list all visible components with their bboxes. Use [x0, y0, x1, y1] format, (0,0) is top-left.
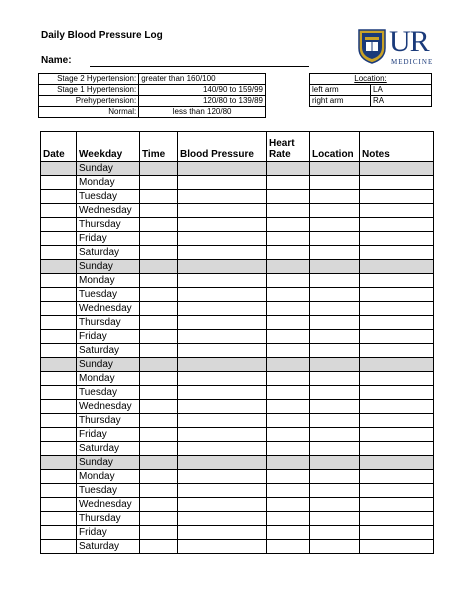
- blood-pressure-cell[interactable]: [178, 358, 267, 372]
- heart-rate-cell[interactable]: [267, 470, 310, 484]
- stage-value: less than 120/80: [139, 107, 266, 118]
- time-cell[interactable]: [140, 162, 178, 176]
- notes-cell[interactable]: [360, 456, 434, 470]
- heart-rate-cell[interactable]: [267, 428, 310, 442]
- notes-cell[interactable]: [360, 316, 434, 330]
- location-cell[interactable]: [310, 176, 360, 190]
- date-cell[interactable]: [41, 162, 77, 176]
- location-cell[interactable]: [310, 470, 360, 484]
- weekday-cell: Monday: [77, 470, 140, 484]
- table-row: [41, 442, 434, 456]
- location-cell[interactable]: [310, 498, 360, 512]
- blood-pressure-cell[interactable]: [178, 400, 267, 414]
- blood-pressure-cell[interactable]: [178, 414, 267, 428]
- weekday-cell: Sunday: [77, 162, 140, 176]
- time-cell[interactable]: [140, 330, 178, 344]
- notes-cell[interactable]: [360, 414, 434, 428]
- time-cell[interactable]: [140, 498, 178, 512]
- blood-pressure-cell[interactable]: [178, 274, 267, 288]
- time-cell[interactable]: [140, 232, 178, 246]
- location-cell[interactable]: [310, 484, 360, 498]
- time-cell[interactable]: [140, 176, 178, 190]
- location-code: RA: [371, 96, 432, 107]
- notes-cell[interactable]: [360, 470, 434, 484]
- column-header-location: Location: [310, 132, 360, 162]
- blood-pressure-cell[interactable]: [178, 470, 267, 484]
- date-cell[interactable]: [41, 274, 77, 288]
- table-row: [41, 288, 434, 302]
- logo-ur-text: UR: [389, 25, 429, 58]
- blood-pressure-cell[interactable]: [178, 456, 267, 470]
- notes-cell[interactable]: [360, 302, 434, 316]
- time-cell[interactable]: [140, 540, 178, 554]
- time-cell[interactable]: [140, 260, 178, 274]
- location-cell[interactable]: [310, 204, 360, 218]
- table-row: [41, 372, 434, 386]
- time-cell[interactable]: [140, 358, 178, 372]
- location-header: Location:: [310, 74, 432, 85]
- notes-cell[interactable]: [360, 190, 434, 204]
- blood-pressure-cell[interactable]: [178, 386, 267, 400]
- notes-cell[interactable]: [360, 288, 434, 302]
- time-cell[interactable]: [140, 190, 178, 204]
- heart-rate-cell[interactable]: [267, 204, 310, 218]
- location-cell[interactable]: [310, 526, 360, 540]
- blood-pressure-cell[interactable]: [178, 218, 267, 232]
- blood-pressure-cell[interactable]: [178, 260, 267, 274]
- date-cell[interactable]: [41, 204, 77, 218]
- table-row: [41, 260, 434, 274]
- time-cell[interactable]: [140, 400, 178, 414]
- time-cell[interactable]: [140, 288, 178, 302]
- blood-pressure-cell[interactable]: [178, 204, 267, 218]
- time-cell[interactable]: [140, 442, 178, 456]
- time-cell[interactable]: [140, 484, 178, 498]
- table-row: [41, 414, 434, 428]
- time-cell[interactable]: [140, 414, 178, 428]
- heart-rate-cell[interactable]: [267, 442, 310, 456]
- notes-cell[interactable]: [360, 498, 434, 512]
- notes-cell[interactable]: [360, 260, 434, 274]
- time-cell[interactable]: [140, 274, 178, 288]
- location-cell[interactable]: [310, 358, 360, 372]
- weekday-cell: Wednesday: [77, 498, 140, 512]
- location-cell[interactable]: [310, 540, 360, 554]
- blood-pressure-log-table: [40, 131, 434, 554]
- weekday-cell: Monday: [77, 274, 140, 288]
- location-cell[interactable]: [310, 428, 360, 442]
- column-header-weekday: Weekday: [77, 132, 140, 162]
- weekday-cell: Friday: [77, 232, 140, 246]
- location-cell[interactable]: [310, 190, 360, 204]
- location-cell[interactable]: [310, 232, 360, 246]
- column-header-blood-pressure: Blood Pressure: [178, 132, 267, 162]
- weekday-cell: Friday: [77, 428, 140, 442]
- heart-rate-cell[interactable]: [267, 372, 310, 386]
- blood-pressure-cell[interactable]: [178, 162, 267, 176]
- heart-rate-cell[interactable]: [267, 484, 310, 498]
- blood-pressure-cell[interactable]: [178, 540, 267, 554]
- heart-rate-cell[interactable]: [267, 190, 310, 204]
- log-body: [41, 162, 434, 554]
- weekday-cell: Thursday: [77, 512, 140, 526]
- location-cell[interactable]: [310, 414, 360, 428]
- heart-rate-cell[interactable]: [267, 162, 310, 176]
- notes-cell[interactable]: [360, 162, 434, 176]
- date-cell[interactable]: [41, 456, 77, 470]
- heart-rate-cell[interactable]: [267, 498, 310, 512]
- notes-cell[interactable]: [360, 526, 434, 540]
- weekday-cell: Thursday: [77, 414, 140, 428]
- heart-rate-cell[interactable]: [267, 456, 310, 470]
- date-cell[interactable]: [41, 288, 77, 302]
- location-cell[interactable]: [310, 162, 360, 176]
- heart-rate-cell[interactable]: [267, 400, 310, 414]
- location-code: LA: [371, 85, 432, 96]
- blood-pressure-cell[interactable]: [178, 288, 267, 302]
- blood-pressure-cell[interactable]: [178, 246, 267, 260]
- heart-rate-cell[interactable]: [267, 288, 310, 302]
- weekday-cell: Saturday: [77, 442, 140, 456]
- blood-pressure-cell[interactable]: [178, 512, 267, 526]
- heart-rate-cell[interactable]: [267, 246, 310, 260]
- date-cell[interactable]: [41, 400, 77, 414]
- weekday-cell: Saturday: [77, 344, 140, 358]
- blood-pressure-cell[interactable]: [178, 484, 267, 498]
- blood-pressure-cell[interactable]: [178, 526, 267, 540]
- weekday-cell: Tuesday: [77, 190, 140, 204]
- heart-rate-cell[interactable]: [267, 512, 310, 526]
- column-header-date: Date: [41, 132, 77, 162]
- time-cell[interactable]: [140, 470, 178, 484]
- blood-pressure-cell[interactable]: [178, 428, 267, 442]
- table-row: [41, 274, 434, 288]
- table-row: [41, 540, 434, 554]
- stage-value: greater than 160/100: [139, 74, 266, 85]
- stage-value: 140/90 to 159/99: [139, 85, 266, 96]
- weekday-cell: Wednesday: [77, 302, 140, 316]
- weekday-cell: Sunday: [77, 260, 140, 274]
- date-cell[interactable]: [41, 498, 77, 512]
- weekday-cell: Monday: [77, 372, 140, 386]
- table-row: [41, 470, 434, 484]
- location-cell[interactable]: [310, 512, 360, 526]
- stage-row: [39, 85, 266, 96]
- location-name: right arm: [310, 96, 371, 107]
- stage-label: Stage 2 Hypertension:: [39, 74, 139, 85]
- date-cell[interactable]: [41, 344, 77, 358]
- date-cell[interactable]: [41, 246, 77, 260]
- log-header-row: [41, 132, 434, 162]
- ur-medicine-logo: [357, 25, 437, 68]
- name-field[interactable]: [90, 66, 309, 67]
- weekday-cell: Saturday: [77, 540, 140, 554]
- stage-row: [39, 96, 266, 107]
- table-row: [41, 330, 434, 344]
- time-cell[interactable]: [140, 526, 178, 540]
- location-cell[interactable]: [310, 386, 360, 400]
- date-cell[interactable]: [41, 358, 77, 372]
- notes-cell[interactable]: [360, 246, 434, 260]
- date-cell[interactable]: [41, 484, 77, 498]
- table-row: [41, 218, 434, 232]
- blood-pressure-cell[interactable]: [178, 344, 267, 358]
- location-cell[interactable]: [310, 330, 360, 344]
- heart-rate-cell[interactable]: [267, 386, 310, 400]
- notes-cell[interactable]: [360, 442, 434, 456]
- table-row: [41, 302, 434, 316]
- notes-cell[interactable]: [360, 274, 434, 288]
- time-cell[interactable]: [140, 344, 178, 358]
- notes-cell[interactable]: [360, 204, 434, 218]
- blood-pressure-cell[interactable]: [178, 190, 267, 204]
- time-cell[interactable]: [140, 386, 178, 400]
- table-row: [41, 512, 434, 526]
- table-row: [41, 498, 434, 512]
- time-cell[interactable]: [140, 246, 178, 260]
- date-cell[interactable]: [41, 386, 77, 400]
- notes-cell[interactable]: [360, 176, 434, 190]
- stage-label: Normal:: [39, 107, 139, 118]
- date-cell[interactable]: [41, 218, 77, 232]
- hypertension-stages-table: [38, 73, 266, 118]
- table-row: [41, 456, 434, 470]
- date-cell[interactable]: [41, 512, 77, 526]
- blood-pressure-cell[interactable]: [178, 498, 267, 512]
- column-header-time: Time: [140, 132, 178, 162]
- stage-label: Prehypertension:: [39, 96, 139, 107]
- date-cell[interactable]: [41, 176, 77, 190]
- location-cell[interactable]: [310, 260, 360, 274]
- date-cell[interactable]: [41, 302, 77, 316]
- notes-cell[interactable]: [360, 344, 434, 358]
- heart-rate-cell[interactable]: [267, 330, 310, 344]
- table-row: [41, 316, 434, 330]
- location-cell[interactable]: [310, 246, 360, 260]
- heart-rate-cell[interactable]: [267, 260, 310, 274]
- notes-cell[interactable]: [360, 218, 434, 232]
- location-cell[interactable]: [310, 442, 360, 456]
- heart-rate-cell[interactable]: [267, 414, 310, 428]
- date-cell[interactable]: [41, 190, 77, 204]
- page-title: Daily Blood Pressure Log: [41, 30, 163, 41]
- table-row: [41, 232, 434, 246]
- date-cell[interactable]: [41, 540, 77, 554]
- notes-cell[interactable]: [360, 400, 434, 414]
- date-cell[interactable]: [41, 442, 77, 456]
- notes-cell[interactable]: [360, 386, 434, 400]
- location-cell[interactable]: [310, 288, 360, 302]
- time-cell[interactable]: [140, 316, 178, 330]
- notes-cell[interactable]: [360, 330, 434, 344]
- table-row: [41, 204, 434, 218]
- weekday-cell: Friday: [77, 330, 140, 344]
- notes-cell[interactable]: [360, 512, 434, 526]
- notes-cell[interactable]: [360, 372, 434, 386]
- blood-pressure-cell[interactable]: [178, 176, 267, 190]
- time-cell[interactable]: [140, 218, 178, 232]
- location-cell[interactable]: [310, 302, 360, 316]
- heart-rate-cell[interactable]: [267, 344, 310, 358]
- location-cell[interactable]: [310, 400, 360, 414]
- location-cell[interactable]: [310, 316, 360, 330]
- heart-rate-cell[interactable]: [267, 526, 310, 540]
- time-cell[interactable]: [140, 512, 178, 526]
- location-cell[interactable]: [310, 218, 360, 232]
- location-cell[interactable]: [310, 344, 360, 358]
- date-cell[interactable]: [41, 470, 77, 484]
- blood-pressure-cell[interactable]: [178, 316, 267, 330]
- date-cell[interactable]: [41, 414, 77, 428]
- notes-cell[interactable]: [360, 358, 434, 372]
- date-cell[interactable]: [41, 260, 77, 274]
- blood-pressure-cell[interactable]: [178, 232, 267, 246]
- table-row: [41, 428, 434, 442]
- weekday-cell: Wednesday: [77, 204, 140, 218]
- weekday-cell: Sunday: [77, 358, 140, 372]
- blood-pressure-cell[interactable]: [178, 372, 267, 386]
- stage-row: [39, 74, 266, 85]
- heart-rate-cell[interactable]: [267, 358, 310, 372]
- time-cell[interactable]: [140, 428, 178, 442]
- weekday-cell: Sunday: [77, 456, 140, 470]
- table-row: [41, 400, 434, 414]
- date-cell[interactable]: [41, 232, 77, 246]
- time-cell[interactable]: [140, 372, 178, 386]
- heart-rate-cell[interactable]: [267, 302, 310, 316]
- location-cell[interactable]: [310, 274, 360, 288]
- logo-medicine-text: MEDICINE: [391, 58, 434, 66]
- date-cell[interactable]: [41, 330, 77, 344]
- heart-rate-cell[interactable]: [267, 274, 310, 288]
- table-row: [41, 162, 434, 176]
- weekday-cell: Wednesday: [77, 400, 140, 414]
- table-row: [41, 484, 434, 498]
- weekday-cell: Tuesday: [77, 484, 140, 498]
- table-row: [41, 358, 434, 372]
- heart-rate-cell[interactable]: [267, 316, 310, 330]
- weekday-cell: Monday: [77, 176, 140, 190]
- table-row: [41, 344, 434, 358]
- heart-rate-cell[interactable]: [267, 176, 310, 190]
- stage-label: Stage 1 Hypertension:: [39, 85, 139, 96]
- notes-cell[interactable]: [360, 540, 434, 554]
- heart-rate-cell[interactable]: [267, 540, 310, 554]
- notes-cell[interactable]: [360, 232, 434, 246]
- time-cell[interactable]: [140, 302, 178, 316]
- crest-icon: [357, 28, 387, 64]
- weekday-cell: Thursday: [77, 316, 140, 330]
- date-cell[interactable]: [41, 316, 77, 330]
- weekday-cell: Tuesday: [77, 288, 140, 302]
- table-row: [41, 246, 434, 260]
- location-legend-table: [309, 73, 432, 107]
- stage-row: [39, 107, 266, 118]
- location-name: left arm: [310, 85, 371, 96]
- heart-rate-cell[interactable]: [267, 232, 310, 246]
- weekday-cell: Thursday: [77, 218, 140, 232]
- time-cell[interactable]: [140, 456, 178, 470]
- stage-value: 120/80 to 139/89: [139, 96, 266, 107]
- blood-pressure-cell[interactable]: [178, 442, 267, 456]
- weekday-cell: Saturday: [77, 246, 140, 260]
- location-cell[interactable]: [310, 372, 360, 386]
- name-label: Name:: [41, 55, 72, 66]
- weekday-cell: Friday: [77, 526, 140, 540]
- table-row: [41, 176, 434, 190]
- table-row: [41, 386, 434, 400]
- table-row: [41, 190, 434, 204]
- column-header-heart-rate: Heart Rate: [267, 132, 310, 162]
- notes-cell[interactable]: [360, 428, 434, 442]
- blood-pressure-cell[interactable]: [178, 330, 267, 344]
- table-row: [41, 526, 434, 540]
- time-cell[interactable]: [140, 204, 178, 218]
- notes-cell[interactable]: [360, 484, 434, 498]
- location-cell[interactable]: [310, 456, 360, 470]
- date-cell[interactable]: [41, 428, 77, 442]
- weekday-cell: Tuesday: [77, 386, 140, 400]
- blood-pressure-cell[interactable]: [178, 302, 267, 316]
- date-cell[interactable]: [41, 526, 77, 540]
- heart-rate-cell[interactable]: [267, 218, 310, 232]
- date-cell[interactable]: [41, 372, 77, 386]
- column-header-notes: Notes: [360, 132, 434, 162]
